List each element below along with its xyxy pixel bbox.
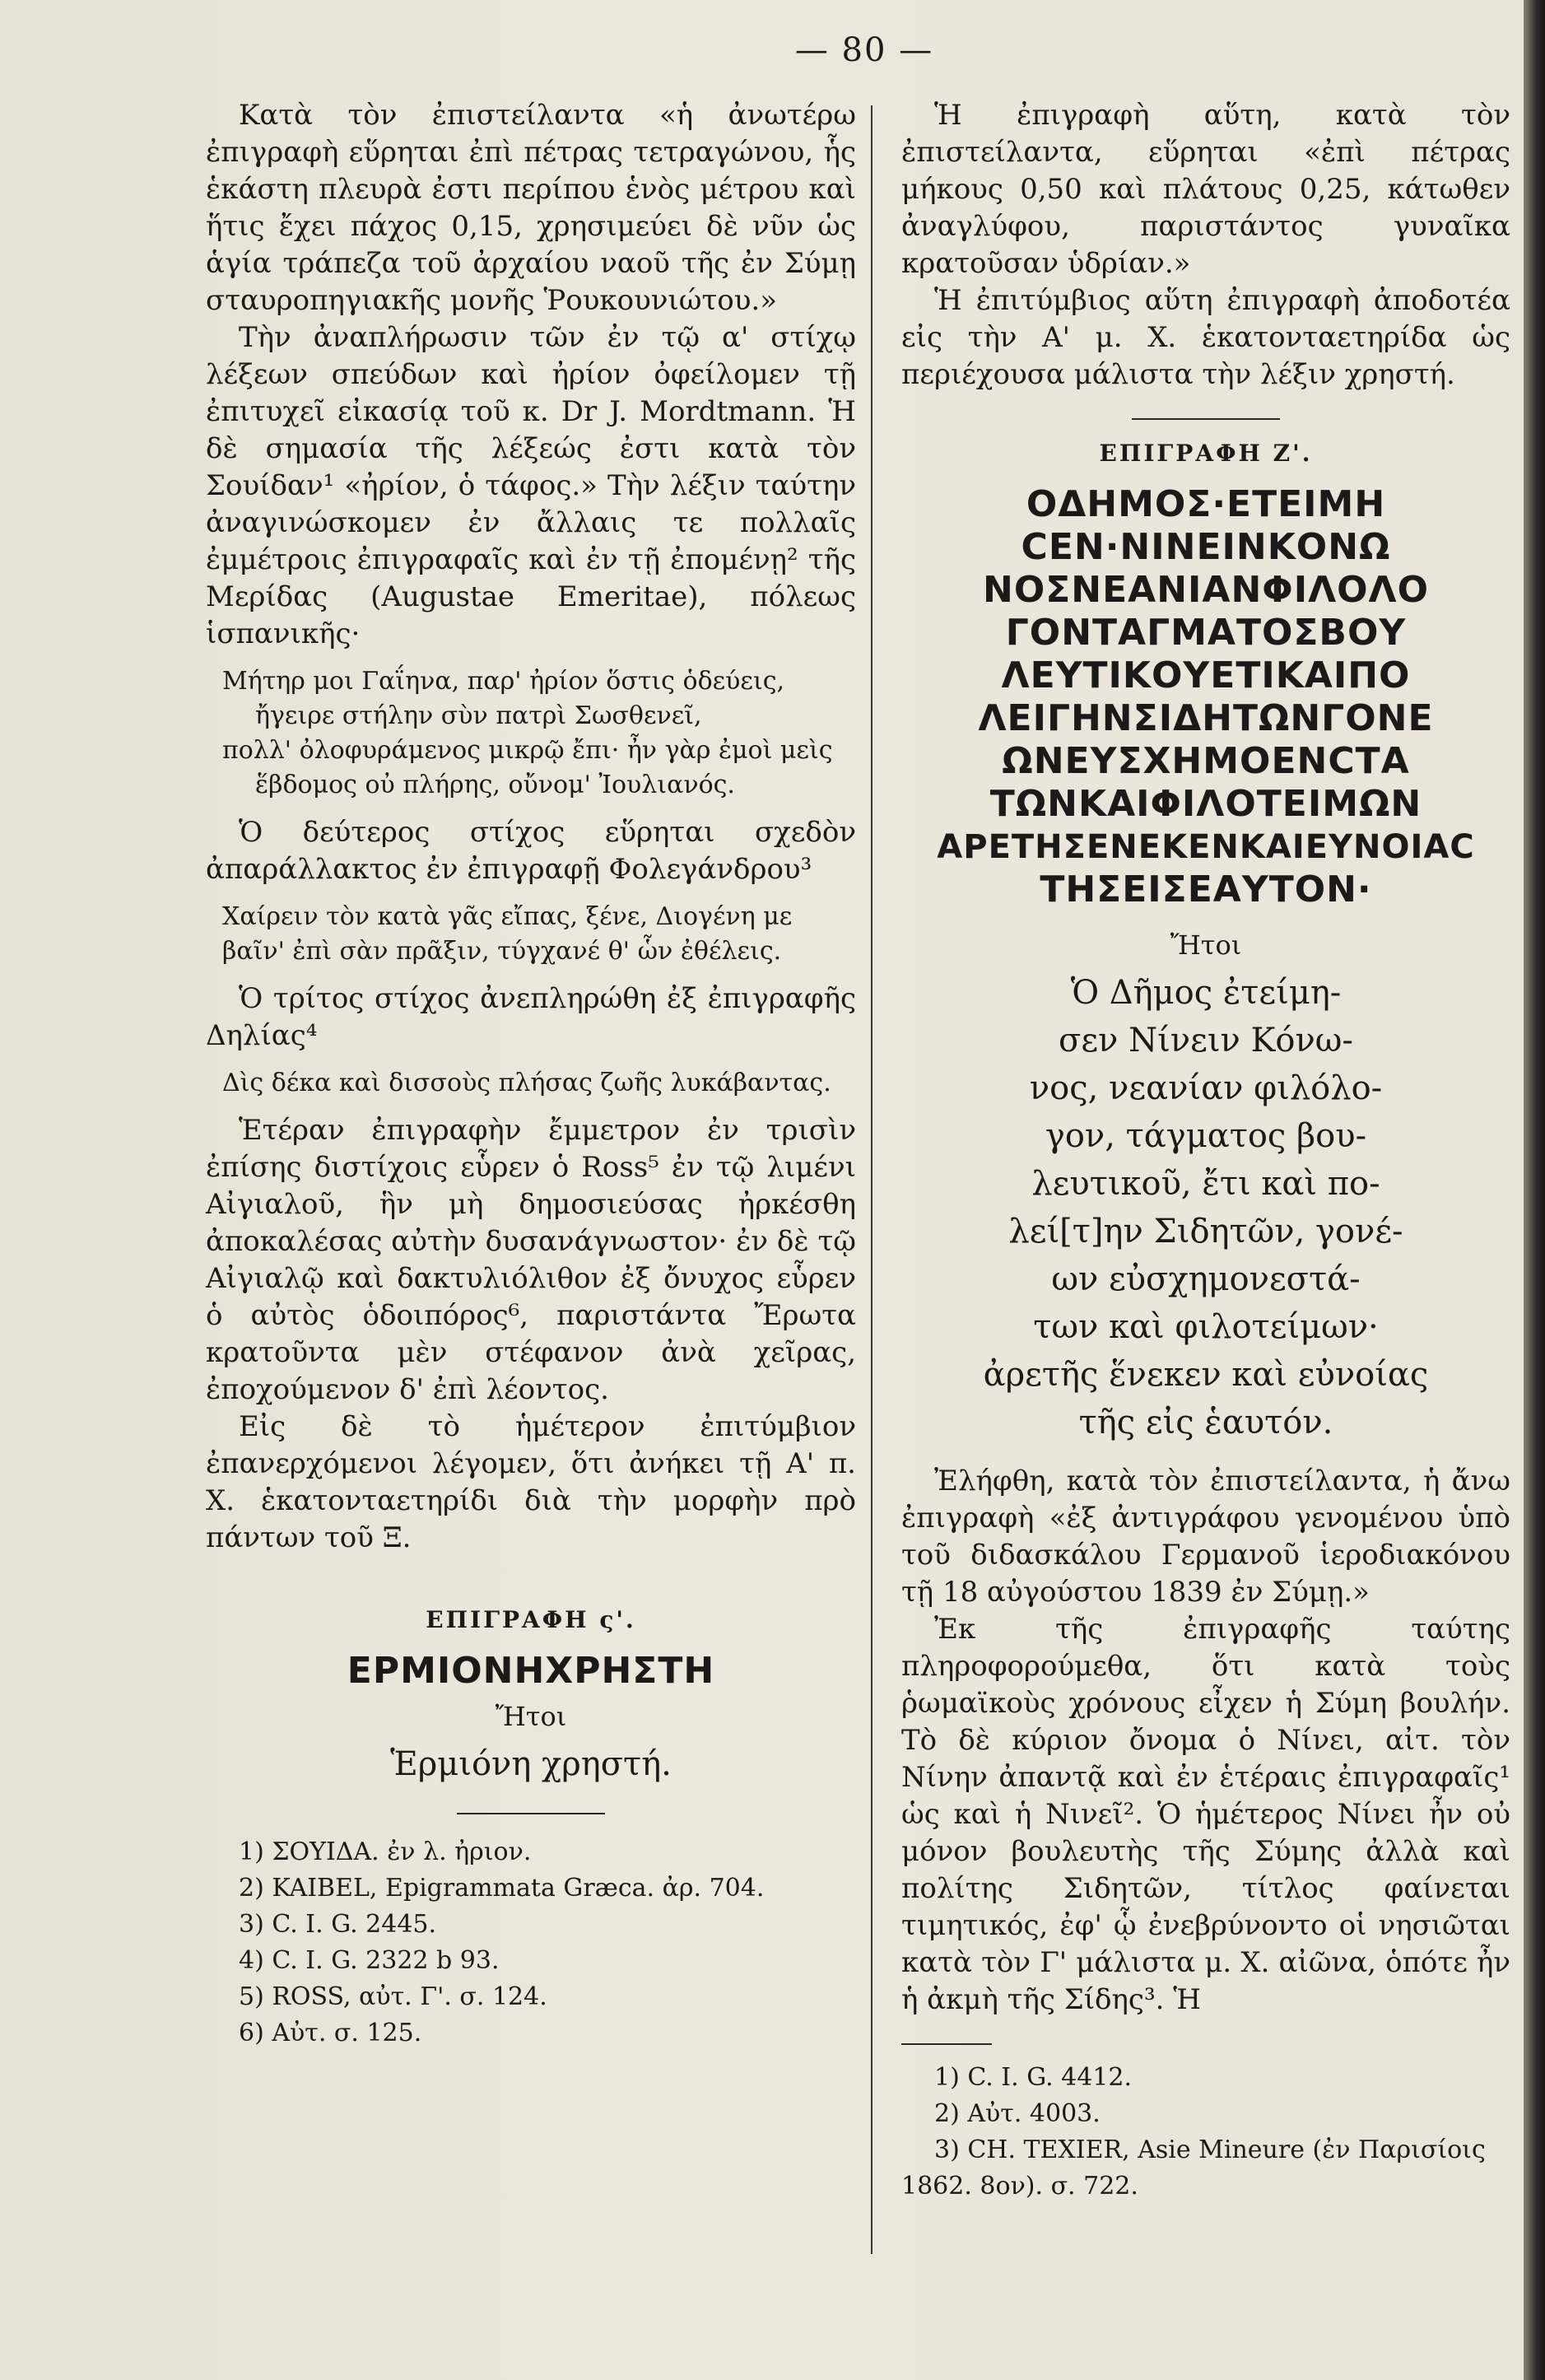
- verse-line: Μήτηρ μοι Γαΐηνα, παρ' ἠρίον ὅστις ὁδεύεις,: [222, 667, 785, 696]
- footnote-rule: [901, 2043, 992, 2045]
- paragraph: Ὁ τρίτος στίχος ἀνεπληρώθη ἐξ ἐπιγραφῆς Δηλίας⁴: [206, 982, 856, 1052]
- verse-line: Χαίρειν τὸν κατὰ γᾶς εἴπας, ξένε, Διογένη με: [222, 902, 793, 931]
- transcription-line: ων εὐσχημονεστά-: [1051, 1260, 1361, 1298]
- uncial-line: ΝΟΣΝΕΑΝΙΑΝΦΙΛΟΛΟ: [983, 569, 1429, 611]
- transcription-line: των καὶ φιλοτείμων·: [1033, 1308, 1379, 1346]
- inscription-uncial-text: [901, 483, 1510, 911]
- uncial-line: ΩΝΕΥΣΧΗΜΟΕΝCΤΑ: [1002, 740, 1410, 782]
- footnote: 2) Αὐτ. 4003.: [934, 2099, 1101, 2128]
- paragraph: Ὁ δεύτερος στίχος εὕρηται σχεδὸν ἀπαράλλακτος ἐν ἐπιγραφῇ Φολεγάνδρου³: [206, 816, 856, 886]
- uncial-line: ΓΟΝΤΑΓΜΑΤΟΣΒΟΥ: [1005, 612, 1407, 654]
- etoi-label: Ἤτοι: [495, 1701, 567, 1732]
- transcription-line: λευτικοῦ, ἔτι καὶ πο-: [1031, 1165, 1380, 1203]
- footnote: 1) C. I. G. 4412.: [934, 2063, 1133, 2092]
- verse-line: βαῖν' ἐπὶ σὰν πρᾶξιν, τύγχανέ θ' ὧν ἐθέλεις.: [222, 937, 782, 966]
- transcription-line: γον, τάγματος βου-: [1045, 1117, 1367, 1155]
- paragraph: Τὴν ἀναπλήρωσιν τῶν ἐν τῷ α' στίχῳ λέξεων σπεύδων καὶ ἠρίον ὀφείλομεν τῇ ἐπιτυχεῖ εἰκασίᾳ τοῦ κ. Dr J. Mordtmann. Ἡ δὲ σημασία τῆς λέξεώς ἐστι κατὰ τὸν Σουίδαν¹ «ἠρίον, ὁ τάφος.» Τὴν λέξιν ταύτην ἀναγινώσκομεν ἐν ἄλλαις τε πολλαῖς ἐμμέτροις ἐπιγραφαῖς καὶ ἐν τῇ ἐπομένῃ² τῆς Μερίδας (Augustae Emeritae), πόλεως ἱσπανικῆς·: [206, 321, 856, 650]
- footnote: 1) ΣΟΥΙΔΑ. ἐν λ. ἠριον.: [239, 1837, 532, 1866]
- verse-line: Δὶς δέκα καὶ δισσοὺς πλήσας ζωῆς λυκάβαντας.: [222, 1069, 831, 1097]
- section-rule: [1132, 418, 1280, 420]
- verse-line: πολλ' ὀλοφυράμενος μικρῷ ἔπι· ἦν γὰρ ἐμοὶ μεὶς: [222, 736, 833, 765]
- footnote: 1862. 8ον). σ. 722.: [901, 2172, 1138, 2201]
- footnotes: [206, 1834, 856, 2052]
- transcription-line: ἀρετῆς ἕνεκεν καὶ εὐνοίας: [983, 1356, 1429, 1394]
- verse-quote: [222, 1066, 856, 1101]
- uncial-line: ΛΕΥΤΙΚΟΥΕΤΙΚΑΙΠΟ: [1001, 654, 1411, 696]
- transcription-line: νος, νεανίαν φιλόλο-: [1029, 1069, 1383, 1107]
- footnote-rule: [457, 1813, 605, 1814]
- transcription-line: λεί[τ]ην Σιδητῶν, γονέ-: [1008, 1213, 1403, 1251]
- inscription-heading: ΕΠΙΓΡΑΦΗ Ζ'.: [1099, 440, 1313, 467]
- column-divider: [871, 105, 873, 2254]
- uncial-line: ΤΗΣΕΙΣΕΑΥΤΟΝ·: [1040, 869, 1372, 911]
- paragraph: Ἐλήφθη, κατὰ τὸν ἐπιστείλαντα, ἡ ἄνω ἐπιγραφὴ «ἐξ ἀντιγράφου γενομένου ὑπὸ τοῦ διδασκάλου Γερμανοῦ ἱεροδιακόνου τῇ 18 αὐγούστου 1839 ἐν Σύμῃ.»: [901, 1465, 1510, 1609]
- inscription-transcription: Ἑρμιόνη χρηστή.: [390, 1745, 672, 1783]
- transcription-line: σεν Νίνειν Κόνω-: [1059, 1022, 1353, 1060]
- uncial-line: CΕΝ·ΝΙΝΕΙΝΚΟΝΩ: [1021, 526, 1391, 568]
- footnote: 3) CH. TEXIER, Asie Mineure (ἐν Παρισίοις: [934, 2135, 1486, 2164]
- footnote: 5) ROSS, αὐτ. Γ'. σ. 124.: [239, 1982, 547, 2011]
- footnote: 6) Αὐτ. σ. 125.: [239, 2019, 422, 2047]
- paragraph: Ἑτέραν ἐπιγραφὴν ἔμμετρον ἐν τρισὶν ἐπίσης διστίχοις εὗρεν ὁ Ross⁵ ἐν τῷ λιμένι Αἰγιαλοῦ, ἣν μὴ δημοσιεύσας ἠρκέσθη ἀποκαλέσας αὐτὴν δυσανάγνωστον· ἐν δὲ τῷ Αἰγιαλῷ καὶ δακτυλιόλιθον ἐξ ὄνυχος εὗρεν ὁ αὐτὸς ὁδοιπόρος⁶, παριστάντα Ἔρωτα κρατοῦντα μὲν στέφανον ἀνὰ χεῖρας, ἐποχούμενον δ' ἐπὶ λέοντος.: [206, 1114, 856, 1406]
- transcription-line: Ὁ Δῆμος ἐτείμη-: [1070, 974, 1342, 1012]
- etoi-label: Ἤτοι: [1170, 929, 1242, 961]
- verse-quote: [222, 900, 856, 969]
- uncial-line: ΑΡΕΤΗΣΕΝΕΚΕΝΚΑΙΕΥΝΟΙΑC: [937, 828, 1475, 866]
- inscription-transcription: [901, 969, 1510, 1446]
- right-column: [901, 97, 1510, 2205]
- paragraph: Ἡ ἐπιτύμβιος αὕτη ἐπιγραφὴ ἀποδοτέα εἰς τὴν Α' μ. Χ. ἑκατονταετηρίδα ὡς περιέχουσα μάλιστα τὴν λέξιν χρηστή.: [901, 284, 1510, 391]
- left-column: [206, 97, 856, 2052]
- page-number: — 80 —: [794, 31, 934, 69]
- page-binding-edge: [1524, 0, 1545, 2380]
- paragraph: Κατὰ τὸν ἐπιστείλαντα «ἡ ἀνωτέρω ἐπιγραφὴ εὕρηται ἐπὶ πέτρας τετραγώνου, ἧς ἑκάστη πλευρὰ ἐστι περίπου ἑνὸς μέτρου καὶ ἥτις ἔχει πάχος 0,15, χρησιμεύει δὲ νῦν ὡς ἁγία τράπεζα τοῦ ἀρχαίου ναοῦ τῆς ἐν Σύμῃ σταυροπηγιακῆς μονῆς Ῥουκουνιώτου.»: [206, 99, 856, 317]
- verse-line: ἕβδομος οὐ πλήρης, οὔνομ' Ἰουλιανός.: [255, 771, 735, 799]
- footnotes: [901, 2060, 1510, 2205]
- inscription-heading: ΕΠΙΓΡΑΦΗ ς'.: [426, 1606, 636, 1633]
- footnote: 2) KAIBEL, Epigrammata Græca. ἀρ. 704.: [239, 1874, 765, 1903]
- inscription-uncial-text: ΕΡΜΙΟΝΗΧΡΗΣΤΗ: [347, 1650, 715, 1692]
- footnote: 3) C. I. G. 2445.: [239, 1910, 437, 1939]
- verse-line: ἤγειρε στήλην σὺν πατρὶ Σωσθενεῖ,: [255, 701, 702, 730]
- paragraph: Ἐκ τῆς ἐπιγραφῆς ταύτης πληροφορούμεθα, ὅτι κατὰ τοὺς ῥωμαϊκοὺς χρόνους εἶχεν ἡ Σύμη βουλήν. Τὸ δὲ κύριον ὄνομα ὁ Νίνει, αἰτ. τὸν Νίνην ἀπαντᾷ καὶ ἐν ἑτέραις ἐπιγραφαῖς¹ ὡς καὶ ἡ Νινεῖ². Ὁ ἡμέτερος Νίνει ἦν οὐ μόνον βουλευτὴς τῆς Σύμης ἀλλὰ καὶ πολίτης Σιδητῶν, τίτλος φαίνεται τιμητικός, ἐφ' ᾧ ἐνεβρύνοντο οἱ νησιῶται κατὰ τὸν Γ' μάλιστα μ. Χ. αἰῶνα, ὁπότε ἦν ἡ ἀκμὴ τῆς Σίδης³. Ἡ: [901, 1613, 1510, 2016]
- verse-quote: [222, 664, 856, 803]
- footnote: 4) C. I. G. 2322 b 93.: [239, 1946, 500, 1975]
- uncial-line: ΟΔΗΜΟΣ·ΕΤΕΙΜΗ: [1026, 483, 1386, 525]
- transcription-line: τῆς εἰς ἑαυτόν.: [1078, 1404, 1333, 1442]
- paragraph: Ἡ ἐπιγραφὴ αὕτη, κατὰ τὸν ἐπιστείλαντα, εὕρηται «ἐπὶ πέτρας μήκους 0,50 καὶ πλάτους 0,25, κάτωθεν ἀναγλύφου, παριστάντος γυναῖκα κρατοῦσαν ὑδρίαν.»: [901, 99, 1510, 280]
- uncial-line: ΛΕΙΓΗΝΣΙΔΗΤΩΝΓΟΝΕ: [978, 697, 1434, 739]
- paragraph: Εἰς δὲ τὸ ἡμέτερον ἐπιτύμβιον ἐπανερχόμενοι λέγομεν, ὅτι ἀνήκει τῇ Α' π. Χ. ἑκατονταετηρίδι διὰ τὴν μορφὴν πρὸ πάντων τοῦ Ξ.: [206, 1410, 856, 1554]
- uncial-line: ΤΩΝΚΑΙΦΙΛΟΤΕΙΜΩΝ: [989, 783, 1422, 825]
